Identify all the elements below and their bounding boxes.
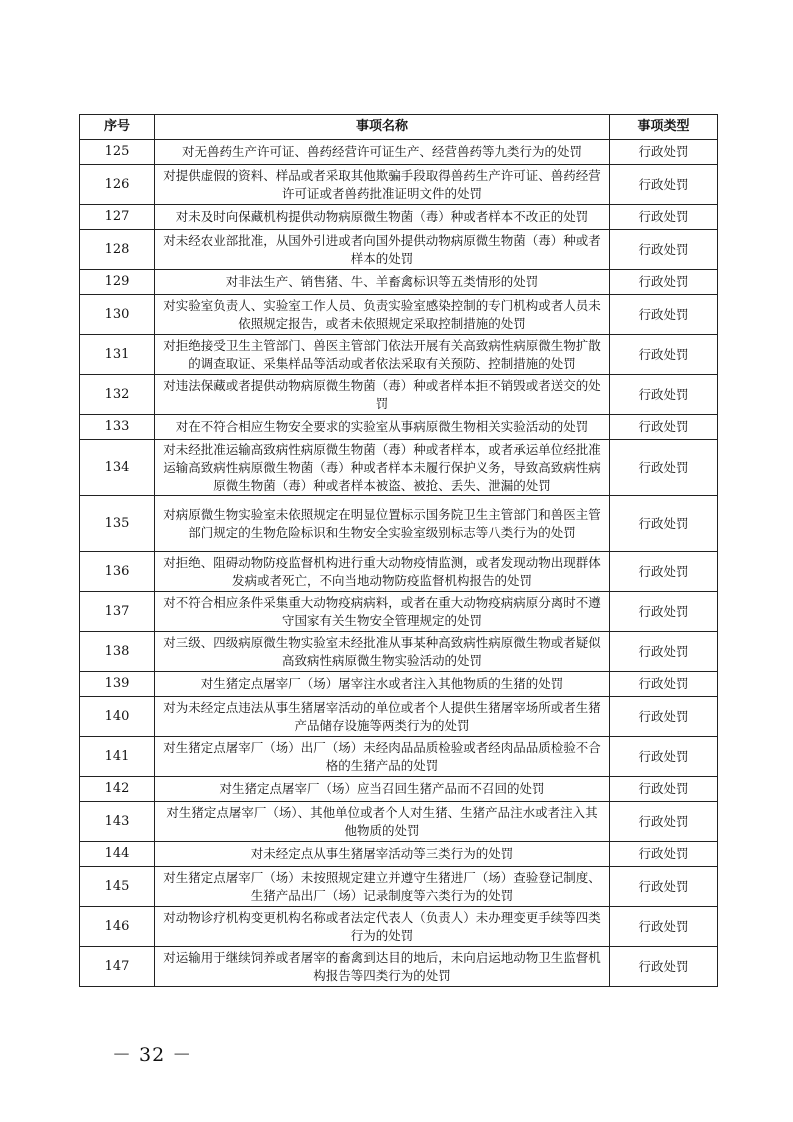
header-no: 序号 <box>80 115 155 140</box>
table-row <box>80 697 718 737</box>
table-row <box>80 205 718 230</box>
matters-table <box>79 114 718 987</box>
row-name: 对违法保藏或者提供动物病原微生物菌（毒）种或者样本拒不销毁或者送交的处罚 <box>155 375 610 415</box>
row-number: 127 <box>80 205 155 230</box>
row-type: 行政处罚 <box>610 295 718 335</box>
row-type: 行政处罚 <box>610 335 718 375</box>
row-number: 135 <box>80 496 155 552</box>
table-row <box>80 842 718 867</box>
table-row <box>80 802 718 842</box>
row-type: 行政处罚 <box>610 947 718 987</box>
row-type: 行政处罚 <box>610 205 718 230</box>
table-row <box>80 415 718 440</box>
row-number: 146 <box>80 907 155 947</box>
row-type: 行政处罚 <box>610 552 718 592</box>
table-header-row <box>80 115 718 140</box>
row-number: 136 <box>80 552 155 592</box>
row-type: 行政处罚 <box>610 777 718 802</box>
row-type: 行政处罚 <box>610 415 718 440</box>
row-name: 对在不符合相应生物安全要求的实验室从事病原微生物相关实验活动的处罚 <box>155 415 610 440</box>
row-number: 134 <box>80 440 155 496</box>
row-name: 对实验室负责人、实验室工作人员、负责实验室感染控制的专门机构或者人员未依照规定报告，或者未依照规定采取控制措施的处罚 <box>155 295 610 335</box>
row-number: 142 <box>80 777 155 802</box>
table-row <box>80 592 718 632</box>
row-number: 126 <box>80 165 155 205</box>
row-name: 对为未经定点违法从事生猪屠宰活动的单位或者个人提供生猪屠宰场所或者生猪产品储存设施等两类行为的处罚 <box>155 697 610 737</box>
row-name: 对无兽药生产许可证、兽药经营许可证生产、经营兽药等九类行为的处罚 <box>155 140 610 165</box>
table-body <box>80 140 718 987</box>
table-row <box>80 496 718 552</box>
row-name: 对运输用于继续饲养或者屠宰的畜禽到达目的地后，未向启运地动物卫生监督机构报告等四类行为的处罚 <box>155 947 610 987</box>
row-name: 对未经定点从事生猪屠宰活动等三类行为的处罚 <box>155 842 610 867</box>
row-type: 行政处罚 <box>610 672 718 697</box>
table-row <box>80 552 718 592</box>
row-number: 125 <box>80 140 155 165</box>
row-number: 132 <box>80 375 155 415</box>
row-number: 145 <box>80 867 155 907</box>
row-name: 对病原微生物实验室未依照规定在明显位置标示国务院卫生主管部门和兽医主管部门规定的生物危险标识和生物安全实验室级别标志等八类行为的处罚 <box>155 496 610 552</box>
row-number: 138 <box>80 632 155 672</box>
table-row <box>80 440 718 496</box>
table-row <box>80 947 718 987</box>
table-row <box>80 375 718 415</box>
table-row <box>80 672 718 697</box>
row-name: 对动物诊疗机构变更机构名称或者法定代表人（负责人）未办理变更手续等四类行为的处罚 <box>155 907 610 947</box>
table-row <box>80 270 718 295</box>
row-type: 行政处罚 <box>610 842 718 867</box>
table-row <box>80 335 718 375</box>
row-type: 行政处罚 <box>610 697 718 737</box>
row-type: 行政处罚 <box>610 440 718 496</box>
row-type: 行政处罚 <box>610 737 718 777</box>
row-name: 对未及时向保藏机构提供动物病原微生物菌（毒）种或者样本不改正的处罚 <box>155 205 610 230</box>
row-name: 对生猪定点屠宰厂（场）屠宰注水或者注入其他物质的生猪的处罚 <box>155 672 610 697</box>
header-name: 事项名称 <box>155 115 610 140</box>
row-number: 130 <box>80 295 155 335</box>
row-type: 行政处罚 <box>610 592 718 632</box>
row-number: 144 <box>80 842 155 867</box>
row-name: 对生猪定点屠宰厂（场）、其他单位或者个人对生猪、生猪产品注水或者注入其他物质的处罚 <box>155 802 610 842</box>
table-row <box>80 777 718 802</box>
row-number: 139 <box>80 672 155 697</box>
row-name: 对非法生产、销售猪、牛、羊畜禽标识等五类情形的处罚 <box>155 270 610 295</box>
row-type: 行政处罚 <box>610 270 718 295</box>
row-number: 147 <box>80 947 155 987</box>
table-row <box>80 230 718 270</box>
table-row <box>80 140 718 165</box>
row-name: 对生猪定点屠宰厂（场）未按照规定建立并遵守生猪进厂（场）查验登记制度、生猪产品出厂（场）记录制度等六类行为的处罚 <box>155 867 610 907</box>
table-row <box>80 632 718 672</box>
row-type: 行政处罚 <box>610 867 718 907</box>
row-type: 行政处罚 <box>610 165 718 205</box>
row-number: 133 <box>80 415 155 440</box>
row-number: 128 <box>80 230 155 270</box>
row-name: 对未经批准运输高致病性病原微生物菌（毒）种或者样本，或者承运单位经批准运输高致病性病原微生物菌（毒）种或者样本未履行保护义务，导致高致病性病原微生物菌（毒）种或者样本被盗、被抢、丢失、泄漏的处罚 <box>155 440 610 496</box>
table-row <box>80 867 718 907</box>
row-name: 对三级、四级病原微生物实验室未经批准从事某种高致病性病原微生物或者疑似高致病性病原微生物实验活动的处罚 <box>155 632 610 672</box>
row-name: 对拒绝、阻碍动物防疫监督机构进行重大动物疫情监测，或者发现动物出现群体发病或者死亡，不向当地动物防疫监督机构报告的处罚 <box>155 552 610 592</box>
row-name: 对提供虚假的资料、样品或者采取其他欺骗手段取得兽药生产许可证、兽药经营许可证或者兽药批准证明文件的处罚 <box>155 165 610 205</box>
table-row <box>80 165 718 205</box>
table-row <box>80 907 718 947</box>
header-type: 事项类型 <box>610 115 718 140</box>
table-row <box>80 737 718 777</box>
row-type: 行政处罚 <box>610 230 718 270</box>
row-name: 对拒绝接受卫生主管部门、兽医主管部门依法开展有关高致病性病原微生物扩散的调查取证、采集样品等活动或者依法采取有关预防、控制措施的处罚 <box>155 335 610 375</box>
row-name: 对未经农业部批准，从国外引进或者向国外提供动物病原微生物菌（毒）种或者样本的处罚 <box>155 230 610 270</box>
table-row <box>80 295 718 335</box>
row-type: 行政处罚 <box>610 140 718 165</box>
row-number: 140 <box>80 697 155 737</box>
row-number: 143 <box>80 802 155 842</box>
row-number: 131 <box>80 335 155 375</box>
row-number: 141 <box>80 737 155 777</box>
row-number: 137 <box>80 592 155 632</box>
row-number: 129 <box>80 270 155 295</box>
row-type: 行政处罚 <box>610 907 718 947</box>
row-name: 对不符合相应条件采集重大动物疫病病料，或者在重大动物疫病病原分离时不遵守国家有关生物安全管理规定的处罚 <box>155 592 610 632</box>
page-number: － 32 － <box>112 1044 193 1066</box>
row-type: 行政处罚 <box>610 632 718 672</box>
row-type: 行政处罚 <box>610 496 718 552</box>
row-type: 行政处罚 <box>610 375 718 415</box>
row-type: 行政处罚 <box>610 802 718 842</box>
row-name: 对生猪定点屠宰厂（场）应当召回生猪产品而不召回的处罚 <box>155 777 610 802</box>
row-name: 对生猪定点屠宰厂（场）出厂（场）未经肉品品质检验或者经肉品品质检验不合格的生猪产品的处罚 <box>155 737 610 777</box>
